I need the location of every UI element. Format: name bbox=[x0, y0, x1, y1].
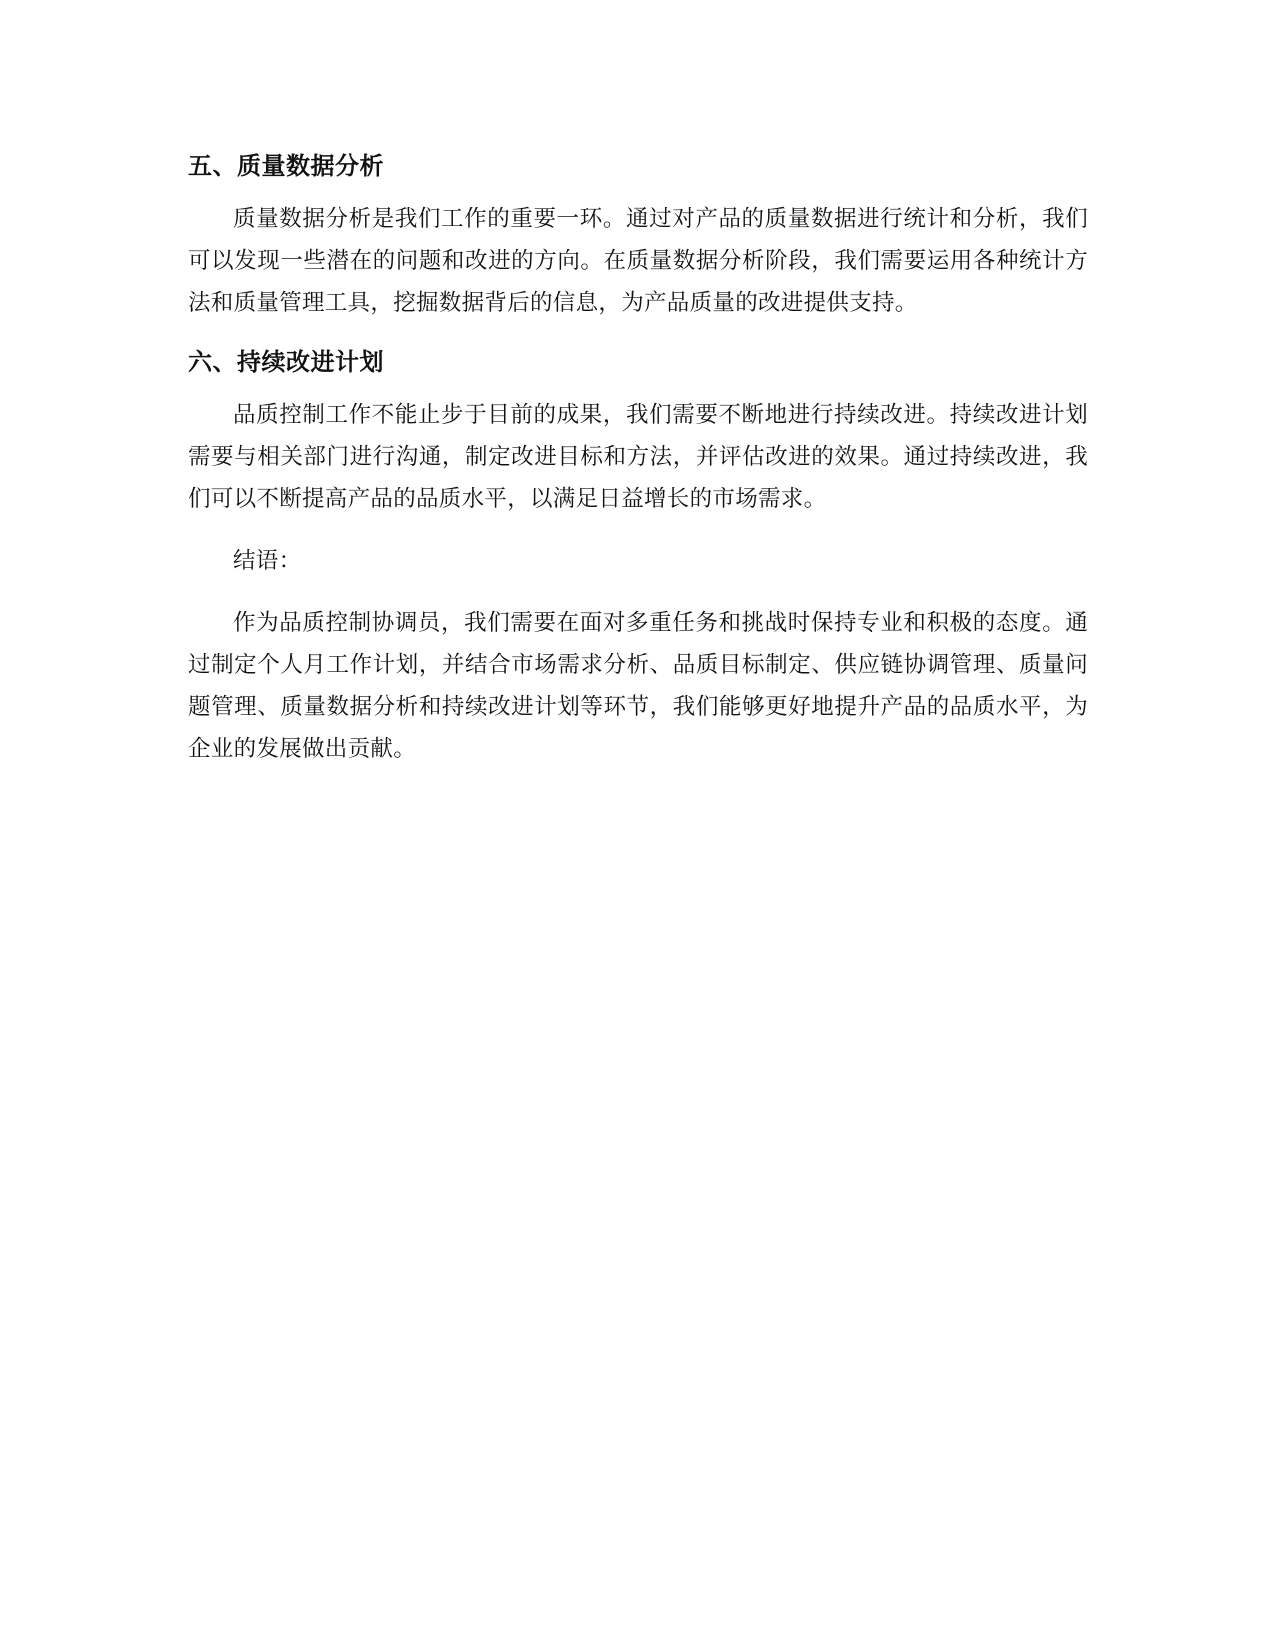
section-paragraph: 质量数据分析是我们工作的重要一环。通过对产品的质量数据进行统计和分析，我们可以发现一些潜在的问题和改进的方向。在质量数据分析阶段，我们需要运用各种统计方法和质量管理工具，挖掘数据背后的信息，为产品质量的改进提供支持。 bbox=[188, 206, 1088, 316]
section-quality-data-analysis bbox=[188, 148, 1088, 324]
conclusion-label: 结语： bbox=[233, 548, 302, 574]
section-continuous-improvement bbox=[188, 344, 1088, 520]
conclusion-paragraph: 作为品质控制协调员，我们需要在面对多重任务和挑战时保持专业和积极的态度。通过制定个人月工作计划，并结合市场需求分析、品质目标制定、供应链协调管理、质量问题管理、质量数据分析和持续改进计划等环节，我们能够更好地提升产品的品质水平，为企业的发展做出贡献。 bbox=[188, 610, 1088, 762]
section-paragraph: 品质控制工作不能止步于目前的成果，我们需要不断地进行持续改进。持续改进计划需要与相关部门进行沟通，制定改进目标和方法，并评估改进的效果。通过持续改进，我们可以不断提高产品的品质水平，以满足日益增长的市场需求。 bbox=[188, 402, 1088, 512]
section-heading: 五、质量数据分析 bbox=[188, 152, 384, 180]
document-body bbox=[188, 148, 1088, 790]
section-heading: 六、持续改进计划 bbox=[188, 348, 384, 376]
